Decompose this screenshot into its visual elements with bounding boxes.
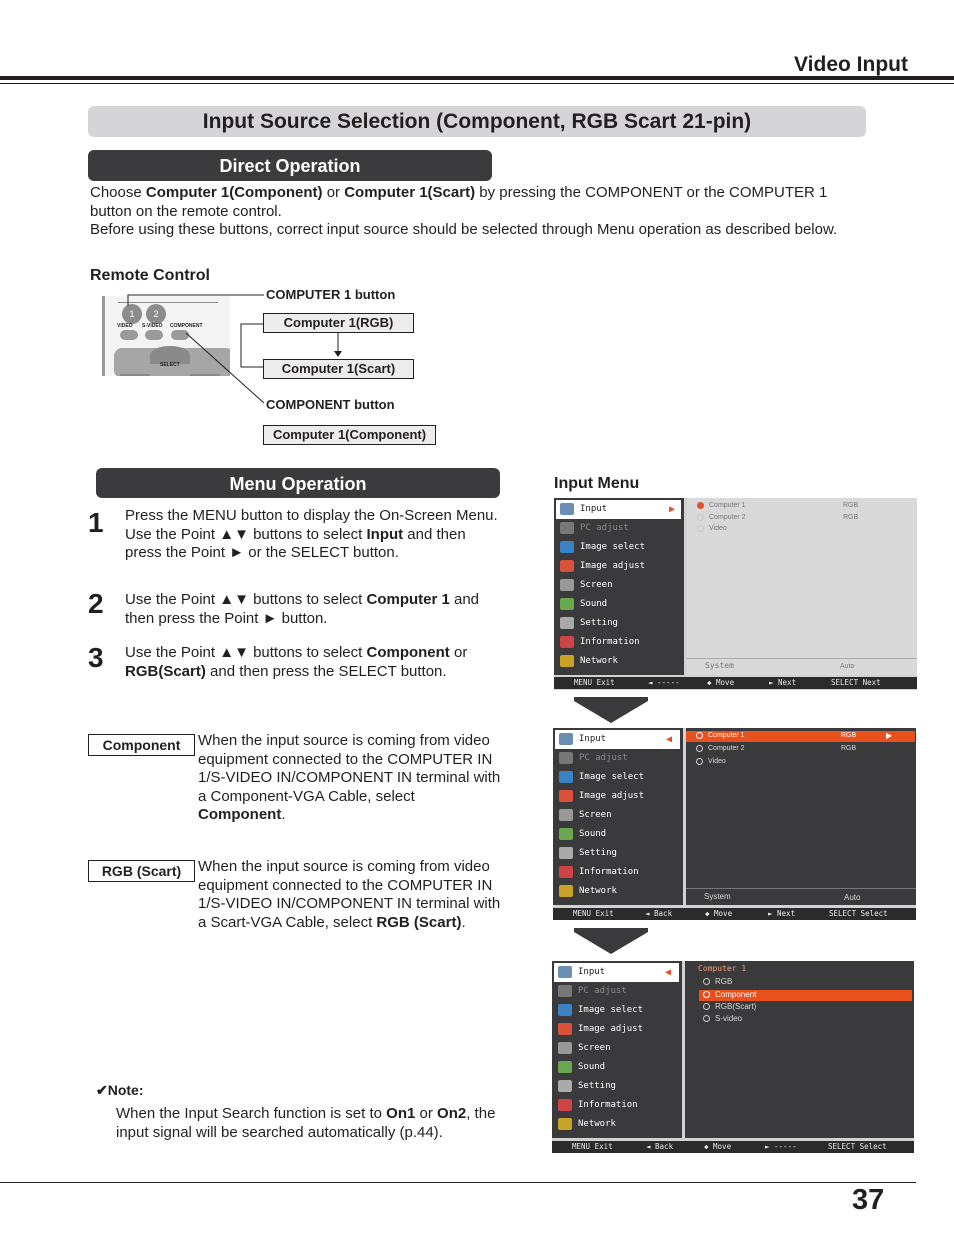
remote-control-heading: Remote Control	[90, 267, 210, 284]
option-name: S-video	[715, 1014, 743, 1023]
footer-move: ◆ Move	[707, 678, 735, 687]
step-2-text	[125, 591, 505, 628]
menu-screen-3	[552, 961, 914, 1153]
text-bold: Computer 1	[366, 591, 450, 608]
menu-item-image-select[interactable]	[555, 768, 644, 787]
menu-item-label: Sound	[580, 599, 608, 609]
system-label: System	[705, 661, 734, 670]
menu-item-label: Network	[579, 886, 617, 896]
menu-item-label: Screen	[579, 810, 612, 820]
down-arrow-icon	[574, 701, 648, 723]
menu-item-screen[interactable]	[555, 806, 612, 825]
menu-item-label: Image adjust	[579, 791, 645, 801]
arrow-right-icon: ▶	[668, 504, 675, 515]
footer-select: SELECT Next	[831, 678, 881, 687]
menu-item-label: Sound	[579, 829, 607, 839]
text: or	[322, 184, 345, 201]
text: or	[449, 644, 468, 661]
text: Choose	[90, 184, 146, 201]
text: and then press the SELECT button.	[205, 662, 447, 680]
top-rule	[0, 76, 954, 80]
option-rgb-scart[interactable]	[703, 1002, 756, 1012]
menu-item-label: Screen	[580, 580, 613, 590]
footer-back: ◄ Back	[645, 909, 673, 918]
top-rule-thin	[0, 83, 954, 84]
text-bold: On2	[437, 1105, 467, 1122]
menu-item-label: Image select	[579, 772, 645, 782]
note-heading: ✔Note:	[96, 1082, 144, 1098]
footer-back: ◄ -----	[648, 678, 680, 687]
radio-off-icon	[697, 514, 704, 521]
option-computer-1[interactable]	[697, 501, 746, 511]
option-name: Component	[715, 990, 757, 999]
menu-item-setting[interactable]	[555, 844, 617, 863]
menu-item-label: Input	[580, 504, 608, 514]
menu-item-image-adjust[interactable]	[554, 1020, 643, 1039]
text-bold: Input	[366, 525, 404, 543]
remote-button-1[interactable]: 1	[122, 304, 142, 324]
menu-item-sound[interactable]	[554, 1058, 605, 1077]
menu-item-label: Screen	[578, 1043, 611, 1053]
text: , the input signal will be searched automatically (p.44).	[116, 1105, 496, 1141]
menu-item-label: Information	[579, 867, 639, 877]
option-name: Computer 1	[709, 502, 746, 509]
menu-item-image-adjust[interactable]	[556, 557, 645, 576]
menu-item-sound[interactable]	[555, 825, 606, 844]
component-button-label: COMPONENT button	[266, 397, 395, 412]
menu-right-panel	[686, 728, 916, 905]
option-value: RGB	[841, 732, 857, 739]
option-value: RGB	[841, 745, 857, 752]
menu-item-setting[interactable]	[554, 1077, 616, 1096]
text: Press the MENU button to display the On-Screen Menu. Use the Point ▲▼ buttons to select	[125, 507, 498, 543]
option-rgb[interactable]	[703, 977, 732, 987]
computer-1-component-box: Computer 1(Component)	[263, 425, 436, 445]
step-1-number: 1	[88, 507, 104, 538]
section-title: Video Input	[794, 53, 908, 76]
footer-select: SELECT Select	[829, 909, 888, 918]
menu-item-input[interactable]	[555, 730, 680, 749]
footer-exit: MENU Exit	[574, 678, 615, 687]
footer-exit: MENU Exit	[573, 909, 614, 918]
input-menu-heading: Input Menu	[554, 475, 640, 492]
option-value: RGB	[843, 502, 859, 509]
submenu-title: Computer 1	[698, 964, 747, 973]
text: by pressing the COMPONENT or the COMPUTER 1 button on the remote control.	[90, 184, 828, 220]
text: and then press the Point ► or the SELECT button.	[125, 525, 466, 561]
text: When the input source is coming from video equipment connected to the COMPUTER IN 1/S-VIDEO IN/COMPONENT IN terminal with a Component-VGA Cable, select	[198, 732, 501, 805]
option-name: RGB(Scart)	[715, 1002, 757, 1011]
menu-item-label: Image adjust	[578, 1024, 644, 1034]
menu-screen-1	[554, 498, 917, 690]
text-bold: Component	[198, 806, 282, 823]
direct-operation-heading: Direct Operation	[88, 150, 492, 181]
text: Use the Point ▲▼ buttons to select	[125, 591, 367, 608]
text: or	[415, 1105, 438, 1122]
text: Use the Point ▲▼ buttons to select	[125, 644, 367, 661]
text-bold: On1	[386, 1105, 416, 1122]
menu-item-label: Image select	[578, 1005, 644, 1015]
menu-item-label: Image adjust	[580, 561, 646, 571]
menu-item-label: PC adjust	[578, 986, 627, 996]
step-1-text	[125, 507, 500, 563]
menu-item-image-select[interactable]	[554, 1001, 643, 1020]
footer-back: ◄ Back	[646, 1142, 674, 1151]
system-label: System	[704, 892, 731, 901]
option-name: Video	[709, 525, 727, 532]
menu-footer-bar	[554, 677, 917, 689]
component-option-label: Component	[88, 734, 195, 756]
menu-left-panel	[553, 728, 683, 905]
menu-item-label: Information	[580, 637, 640, 647]
text-bold: Computer 1(Scart)	[344, 184, 476, 201]
footer-next: ► -----	[765, 1142, 797, 1151]
arrow-right-icon: ▶	[886, 731, 893, 740]
option-computer-2[interactable]	[697, 513, 746, 523]
menu-right-panel	[687, 498, 917, 675]
menu-item-label: Sound	[578, 1062, 606, 1072]
footer-next: ► Next	[769, 678, 797, 687]
menu-item-label: Network	[578, 1119, 616, 1129]
rgb-scart-option-text	[198, 858, 506, 932]
footer-select: SELECT Select	[828, 1142, 887, 1151]
menu-item-image-adjust[interactable]	[555, 787, 644, 806]
step-3-text	[125, 644, 495, 681]
menu-footer-bar	[553, 908, 916, 920]
option-component[interactable]	[703, 990, 756, 1000]
remote-label-component: COMPONENT	[170, 323, 203, 329]
menu-item-screen[interactable]	[556, 576, 613, 595]
menu-item-label: Input	[579, 734, 607, 744]
menu-item-label: Setting	[579, 848, 617, 858]
system-value: Auto	[840, 663, 855, 670]
text: When the input source is coming from video equipment connected to the COMPUTER IN 1/S-VIDEO IN/COMPONENT IN terminal with a Scart-VGA Cable, select	[198, 858, 501, 931]
footer-rule	[0, 1182, 916, 1183]
option-name: Computer 2	[709, 514, 746, 521]
text: and then press the Point ► button.	[125, 591, 480, 627]
footer-move: ◆ Move	[704, 1142, 732, 1151]
menu-right-panel	[685, 961, 914, 1138]
option-s-video[interactable]	[703, 1014, 742, 1024]
radio-off-icon	[703, 1003, 710, 1010]
radio-on-icon	[703, 991, 710, 998]
remote-button-2[interactable]: 2	[146, 304, 166, 324]
option-name: RGB	[715, 977, 733, 986]
direct-paragraph-1	[90, 184, 870, 221]
radio-on-icon	[697, 502, 704, 509]
menu-item-label: Image select	[580, 542, 646, 552]
menu-item-label: Setting	[578, 1081, 616, 1091]
note-text	[116, 1105, 496, 1142]
menu-item-input[interactable]	[554, 963, 679, 982]
text-bold: Component	[366, 644, 450, 661]
arrow-left-icon: ◀	[665, 734, 672, 745]
menu-item-label: Information	[578, 1100, 638, 1110]
footer-move: ◆ Move	[705, 909, 733, 918]
radio-off-icon	[703, 978, 710, 985]
menu-item-information[interactable]	[556, 633, 640, 652]
menu-item-sound[interactable]	[556, 595, 607, 614]
menu-item-network[interactable]	[554, 1115, 616, 1134]
option-video[interactable]	[697, 524, 727, 534]
option-computer-1[interactable]	[696, 731, 745, 741]
menu-item-image-select[interactable]	[556, 538, 645, 557]
footer-exit: MENU Exit	[572, 1142, 613, 1151]
radio-off-icon	[703, 1015, 710, 1022]
menu-item-label: Setting	[580, 618, 618, 628]
computer-1-scart-box: Computer 1(Scart)	[263, 359, 414, 379]
text: .	[461, 913, 466, 931]
radio-on-icon	[696, 732, 703, 739]
option-name: Computer 2	[708, 745, 745, 752]
menu-item-label: Network	[580, 656, 618, 666]
menu-item-pc-adjust[interactable]	[556, 519, 629, 538]
text-bold: RGB (Scart)	[376, 913, 462, 931]
step-3-number: 3	[88, 642, 104, 673]
option-video[interactable]	[696, 757, 726, 767]
remote-label-video: VIDEO	[117, 323, 133, 329]
option-name: Video	[708, 758, 726, 765]
computer-1-rgb-box: Computer 1(RGB)	[263, 313, 414, 333]
text: .	[281, 806, 286, 823]
arrow-left-icon: ◀	[664, 967, 671, 978]
text-bold: Computer 1(Component)	[145, 184, 323, 201]
footer-next: ► Next	[768, 909, 796, 918]
system-value: Auto	[844, 893, 861, 902]
menu-item-setting[interactable]	[556, 614, 618, 633]
menu-operation-heading: Menu Operation	[96, 468, 500, 498]
menu-footer-bar	[552, 1141, 914, 1153]
option-computer-2[interactable]	[696, 744, 745, 754]
rgb-scart-option-label: RGB (Scart)	[88, 860, 195, 882]
menu-item-label: PC adjust	[579, 753, 628, 763]
option-name: Computer 1	[708, 732, 745, 739]
menu-item-information[interactable]	[555, 863, 639, 882]
text-bold: RGB(Scart)	[125, 662, 206, 680]
menu-item-screen[interactable]	[554, 1039, 611, 1058]
step-2-number: 2	[88, 588, 104, 619]
menu-screen-2	[553, 728, 916, 920]
down-arrow-icon	[574, 932, 648, 954]
text: When the Input Search function is set to	[116, 1105, 387, 1122]
menu-item-pc-adjust[interactable]	[554, 982, 627, 1001]
component-option-text	[198, 732, 506, 825]
menu-item-information[interactable]	[554, 1096, 638, 1115]
radio-off-icon	[696, 758, 703, 765]
page-number: 37	[852, 1184, 885, 1216]
menu-left-panel	[552, 961, 682, 1138]
menu-item-pc-adjust[interactable]	[555, 749, 628, 768]
radio-off-icon	[696, 745, 703, 752]
menu-item-network[interactable]	[555, 882, 617, 901]
menu-left-panel	[554, 498, 684, 675]
menu-item-network[interactable]	[556, 652, 618, 671]
menu-item-label: Input	[578, 967, 606, 977]
option-value: RGB	[843, 514, 859, 521]
menu-item-input[interactable]	[556, 500, 681, 519]
remote-label-select: SELECT	[160, 362, 180, 368]
direct-paragraph-2: Before using these buttons, correct input source should be selected through Menu operation as described below.	[90, 221, 838, 238]
menu-item-label: PC adjust	[580, 523, 629, 533]
page-banner: Input Source Selection (Component, RGB Scart 21-pin)	[88, 106, 866, 137]
radio-off-icon	[697, 525, 704, 532]
computer-1-button-label: COMPUTER 1 button	[266, 287, 396, 302]
remote-label-svideo: S-VIDEO	[142, 323, 163, 329]
